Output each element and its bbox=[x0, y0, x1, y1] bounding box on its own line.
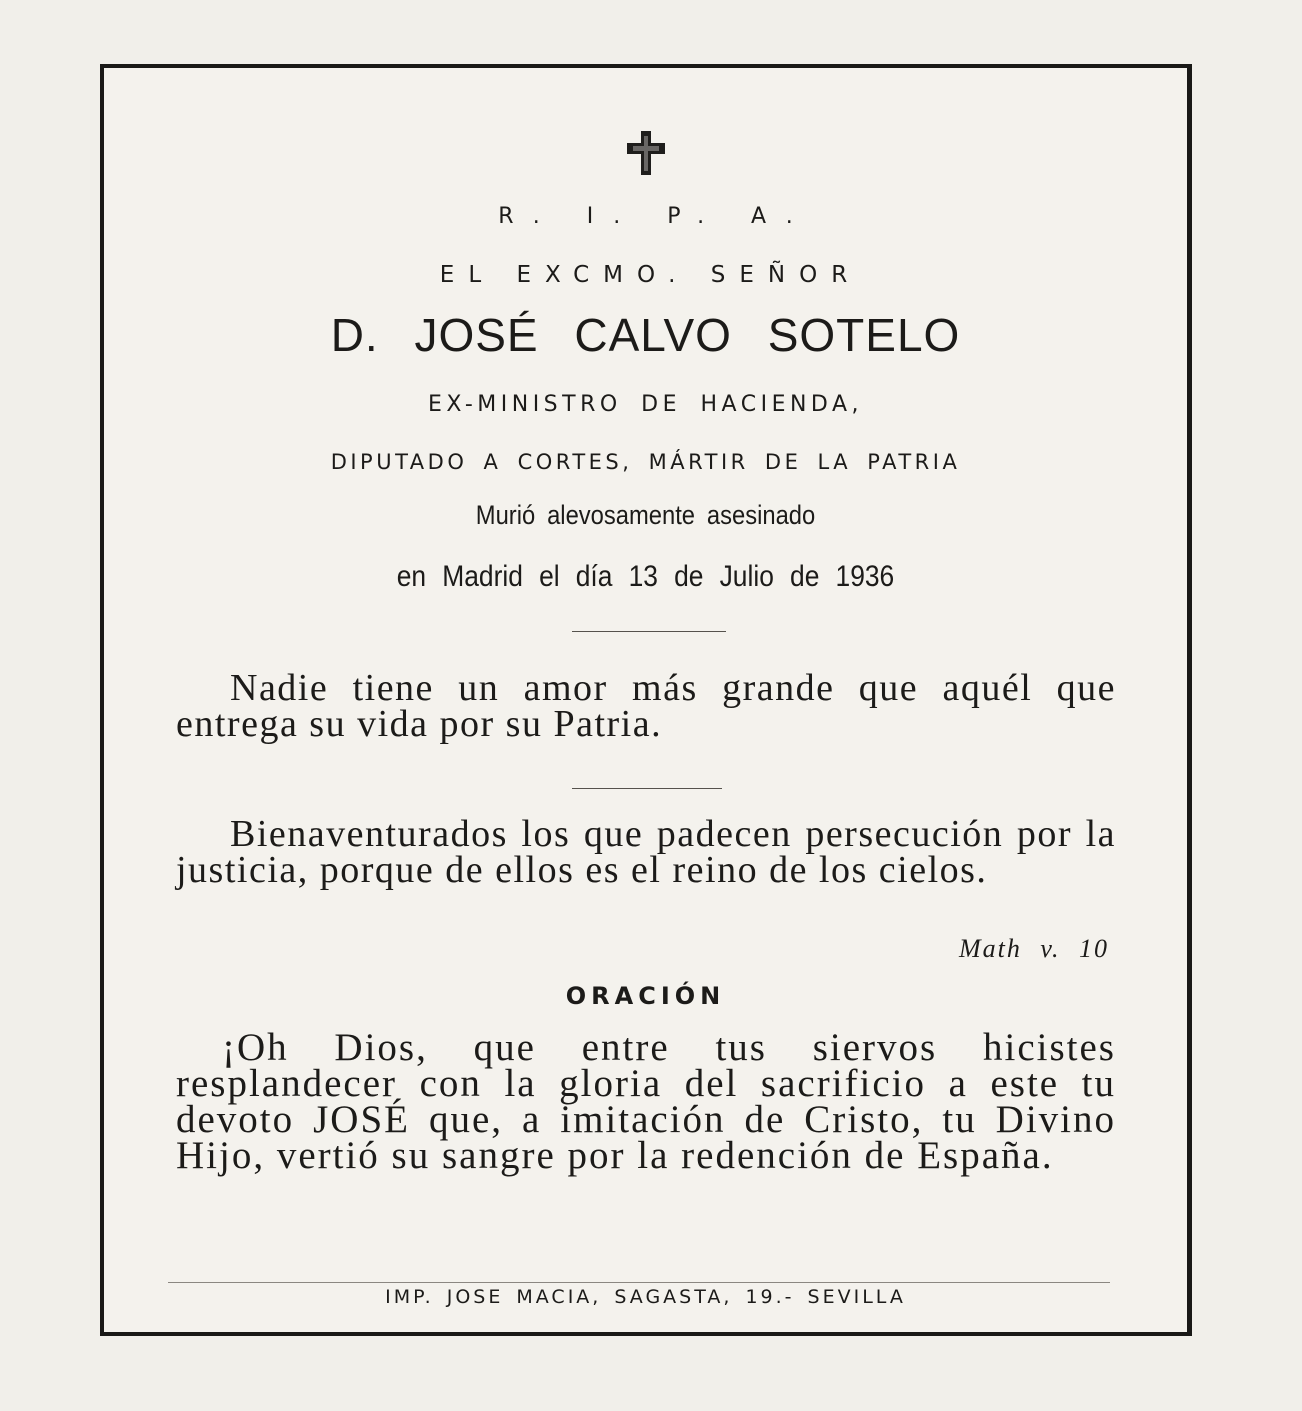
divider bbox=[168, 1282, 1110, 1283]
quote-2 bbox=[176, 813, 1116, 891]
death-line-2: en Madrid el día 13 de Julio de 1936 bbox=[396, 560, 895, 593]
deceased-name: D. JOSÉ CALVO SOTELO bbox=[330, 309, 961, 361]
quote-2-reference: Math v. 10 bbox=[959, 934, 1109, 963]
prayer-text: ¡Oh Dios, que entre tus siervos hicistes resplandecer con la gloria del sacrificio a este tu devoto JOSÉ que, a imitación de Cristo, tu Divino Hijo, vertió su sangre por la redención de España. bbox=[176, 1026, 1116, 1177]
printer-imprint: IMP. JOSE MACIA, SAGASTA, 19.- SEVILLA bbox=[385, 1286, 906, 1308]
title-line-1: EX-MINISTRO DE HACIENDA, bbox=[427, 392, 864, 417]
prayer-heading: ORACIÓN bbox=[565, 982, 726, 1010]
quote-1-text: Nadie tiene un amor más grande que aquél que entrega su vida por su Patria. bbox=[176, 667, 1116, 745]
death-line-1: Murió alevosamente asesinado bbox=[475, 500, 816, 530]
prayer bbox=[176, 1026, 1116, 1177]
cross-icon bbox=[104, 130, 1187, 176]
divider bbox=[572, 788, 722, 789]
ripa-heading: R. I. P. A. bbox=[498, 204, 813, 229]
quote-2-text: Bienaventurados los que padecen persecución por la justicia, porque de ellos es el reino de los cielos. bbox=[176, 813, 1116, 891]
quote-1 bbox=[176, 667, 1116, 745]
memorial-card bbox=[100, 64, 1192, 1336]
title-line-2: DIPUTADO A CORTES, MÁRTIR DE LA PATRIA bbox=[330, 450, 961, 474]
honorific: EL EXCMO. SEÑOR bbox=[439, 262, 862, 288]
divider bbox=[572, 631, 726, 632]
